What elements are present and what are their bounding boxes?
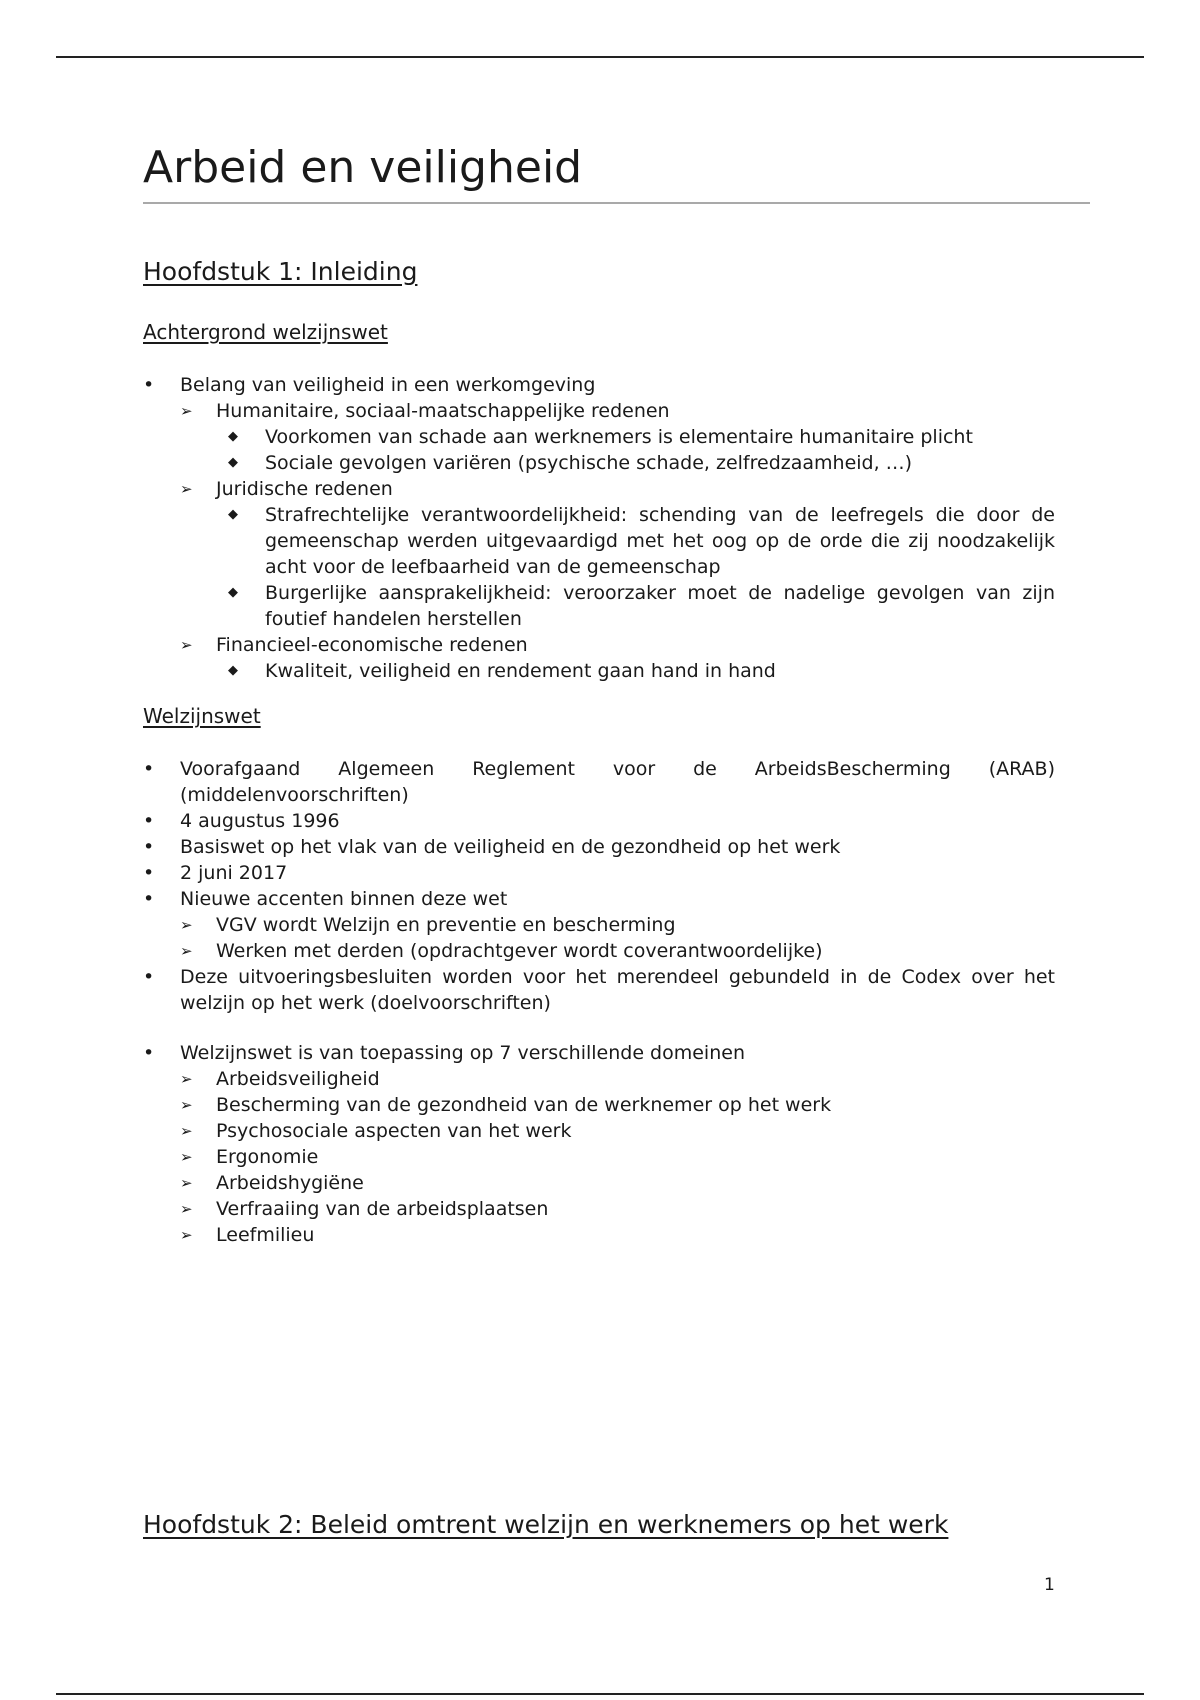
bottom-rule <box>56 1693 1144 1695</box>
list-item: ◆ Burgerlijke aansprakelijkheid: veroorzaker moet de nadelige gevolgen van zijn foutief handelen herstellen <box>228 582 1055 630</box>
bullet-icon: • <box>143 810 155 832</box>
document-title: Arbeid en veiligheid <box>143 140 1090 204</box>
diamond-bullet-icon: ◆ <box>228 455 238 470</box>
bullet-icon: • <box>143 758 155 780</box>
welzijnswet-list <box>143 756 1055 1248</box>
list-item: ➢ Bescherming van de gezondheid van de werknemer op het werk <box>180 1094 832 1116</box>
bullet-icon: • <box>143 836 155 858</box>
bullet-icon: • <box>143 966 155 988</box>
list-item: ➢ Arbeidsveiligheid <box>180 1068 380 1090</box>
list-item: • 4 augustus 1996 <box>143 810 340 832</box>
list-item: ➢ Werken met derden (opdrachtgever wordt coverantwoordelijke) <box>180 940 823 962</box>
arrow-bullet-icon: ➢ <box>180 1070 193 1088</box>
list-item: ➢ Verfraaiing van de arbeidsplaatsen <box>180 1198 549 1220</box>
section-achtergrond-heading: Achtergrond welzijnswet <box>143 320 388 344</box>
arrow-bullet-icon: ➢ <box>180 1200 193 1218</box>
list-item: ◆ Voorkomen van schade aan werknemers is elementaire humanitaire plicht <box>228 426 973 448</box>
list-item: • Belang van veiligheid in een werkomgeving <box>143 374 596 396</box>
top-rule <box>56 56 1144 58</box>
list-item: • Deze uitvoeringsbesluiten worden voor het merendeel gebundeld in de Codex over het welzijn op het werk (doelvoorschriften) <box>143 966 1055 1014</box>
list-item: ◆ Sociale gevolgen variëren (psychische schade, zelfredzaamheid, …) <box>228 452 913 474</box>
arrow-bullet-icon: ➢ <box>180 942 193 960</box>
list-item: ➢ Arbeidshygiëne <box>180 1172 364 1194</box>
list-item: ➢ Leefmilieu <box>180 1224 315 1246</box>
list-item: • Basiswet op het vlak van de veiligheid en de gezondheid op het werk <box>143 836 841 858</box>
bullet-icon: • <box>143 1042 155 1064</box>
bullet-icon: • <box>143 888 155 910</box>
arrow-bullet-icon: ➢ <box>180 480 193 498</box>
diamond-bullet-icon: ◆ <box>228 507 238 522</box>
bullet-icon: • <box>143 862 155 884</box>
arrow-bullet-icon: ➢ <box>180 1122 193 1140</box>
list-item: ➢ Juridische redenen <box>180 478 393 500</box>
diamond-bullet-icon: ◆ <box>228 585 238 600</box>
diamond-bullet-icon: ◆ <box>228 663 238 678</box>
list-item: ◆ Kwaliteit, veiligheid en rendement gaan hand in hand <box>228 660 776 682</box>
list-item: ➢ Ergonomie <box>180 1146 319 1168</box>
arrow-bullet-icon: ➢ <box>180 402 193 420</box>
list-item: ◆ Strafrechtelijke verantwoordelijkheid: schending van de leefregels die door de gemeenschap werden uitgevaardigd met het oog op de orde die zij noodzakelijk acht voor de leefbaarheid van de gemeenschap <box>228 504 1055 578</box>
achtergrond-list <box>143 372 1055 684</box>
list-item: ➢ VGV wordt Welzijn en preventie en bescherming <box>180 914 676 936</box>
page-number: 1 <box>1044 1575 1055 1595</box>
chapter-2-heading: Hoofdstuk 2: Beleid omtrent welzijn en werknemers op het werk <box>143 1510 949 1539</box>
diamond-bullet-icon: ◆ <box>228 429 238 444</box>
list-item: ➢ Humanitaire, sociaal-maatschappelijke redenen <box>180 400 670 422</box>
list-item: ➢ Psychosociale aspecten van het werk <box>180 1120 572 1142</box>
chapter-1-heading: Hoofdstuk 1: Inleiding <box>143 257 418 286</box>
list-item: • Voorafgaand Algemeen Reglement voor de ArbeidsBescherming (ARAB) (middelenvoorschriften) <box>143 758 1055 806</box>
arrow-bullet-icon: ➢ <box>180 1148 193 1166</box>
arrow-bullet-icon: ➢ <box>180 1174 193 1192</box>
arrow-bullet-icon: ➢ <box>180 1226 193 1244</box>
list-item: • 2 juni 2017 <box>143 862 288 884</box>
arrow-bullet-icon: ➢ <box>180 916 193 934</box>
arrow-bullet-icon: ➢ <box>180 636 193 654</box>
bullet-icon: • <box>143 374 155 396</box>
arrow-bullet-icon: ➢ <box>180 1096 193 1114</box>
list-item: • Nieuwe accenten binnen deze wet <box>143 888 508 910</box>
section-welzijnswet-heading: Welzijnswet <box>143 704 261 728</box>
list-item: • Welzijnswet is van toepassing op 7 verschillende domeinen <box>143 1042 745 1064</box>
list-item: ➢ Financieel-economische redenen <box>180 634 528 656</box>
